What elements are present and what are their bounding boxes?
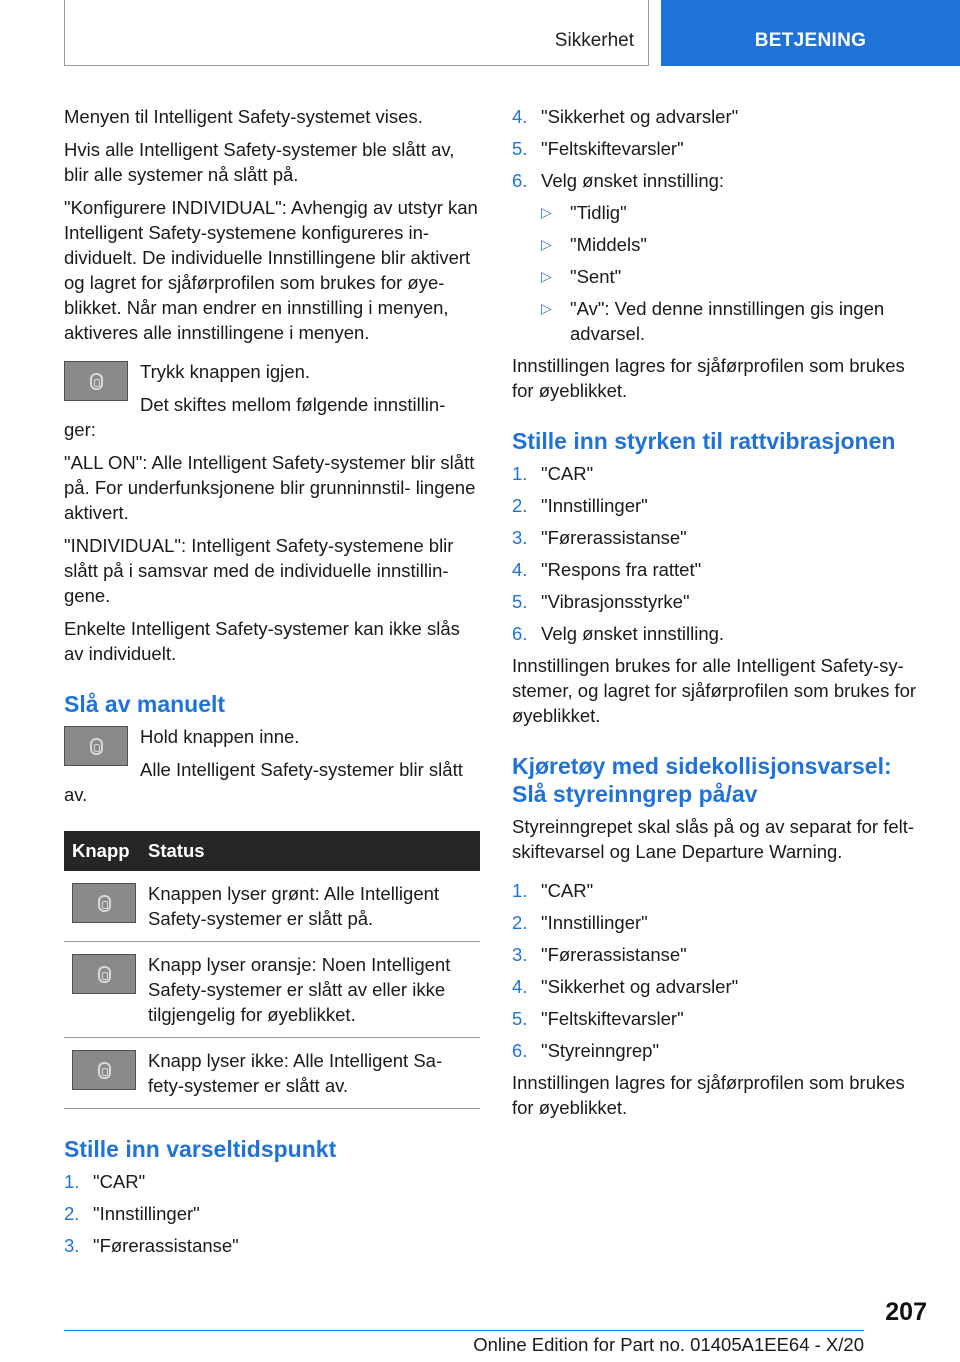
list-item: ▷ "Sent" [541,266,622,287]
paragraph: Hold knappen inne. [140,726,300,747]
safety-button-icon [64,726,128,766]
heading-warning-time: Stille inn varseltidspunkt [64,1136,337,1162]
list-item: 6. Velg ønsket innstilling. [512,623,725,644]
safety-button-icon [72,1050,136,1090]
paragraph: Hvis alle Intelligent Safety-systemer ble slått av, blir alle systemer nå slått på. [64,139,455,185]
paragraph: Styreinngrepet skal slås på og av separat for felt- skiftevarsel og Lane Departure Warning. [512,816,915,862]
list-item: 2. "Innstillinger" [512,912,648,933]
list-item: 1. "CAR" [512,880,594,901]
list-item: ▷ "Middels" [541,234,647,255]
safety-button-icon [64,361,128,401]
list-item: 4. "Sikkerhet og advarsler" [512,106,739,127]
paragraph: Menyen til Intelligent Safety-systemet vises. [64,106,423,127]
table-row [64,871,480,942]
hold-button-block [64,724,482,815]
paragraph: Trykk knappen igjen. [140,361,311,382]
header-section-title: Sikkerhet [554,30,634,51]
status-cell: Knapp lyser ikke: Alle Intelligent Sa- fety-systemer er slått av. [140,1038,480,1109]
left-column [64,104,482,1265]
side-collision-steps [512,878,930,1063]
warning-time-steps-continued [512,104,930,193]
list-item: 3. "Førerassistanse" [512,527,687,548]
right-column [512,104,930,1128]
footer-divider [64,1330,864,1331]
steering-vibration-steps [512,461,930,646]
list-item: ▷ "Av": Ved denne innstillingen gis ingen advarsel. [541,298,885,344]
list-item: 6. Velg ønsket innstilling: [512,170,725,191]
list-item: 3. "Førerassistanse" [512,944,687,965]
list-item: 4. "Sikkerhet og advarsler" [512,976,739,997]
table-row [64,942,480,1038]
safety-button-icon [72,883,136,923]
list-item: 1. "CAR" [512,463,594,484]
status-table [64,831,480,1109]
paragraph: "INDIVIDUAL": Intelligent Safety-systemene blir slått på i samsvar med de individuelle innstillin- gene. [64,535,454,606]
list-item: 6. "Styreinngrep" [512,1040,660,1061]
list-item: 2. "Innstillinger" [64,1203,200,1224]
press-again-block [64,359,482,450]
warning-time-steps [64,1169,482,1258]
heading-steering-vibration: Stille inn styrken til rattvibrasjonen [512,428,896,454]
list-item: 3. "Førerassistanse" [64,1235,239,1256]
status-cell: Knapp lyser oransje: Noen Intelligent Safety-systemer er slått av eller ikke tilgjengelig for øyeblikket. [140,942,480,1038]
page-number: 207 [885,1298,927,1326]
table-header-button: Knapp [64,831,140,871]
paragraph: Innstillingen brukes for alle Intelligent Safety-sy- stemer, og lagret for sjåførprofilen som brukes for øyeblikket. [512,655,917,726]
table-header-status: Status [140,831,480,871]
paragraph: "Konfigurere INDIVIDUAL": Avhengig av utstyr kan Intelligent Safety-systemene konfigureres in- dividuelt. De individuelle Innstillingene blir aktivert og lagret for sjåførprofilen som brukes for øye- blikket. Når man endrer en innstilling i menyen, aktiveres alle innstillingene i menyen. [64,197,478,343]
paragraph: Det skiftes mellom følgende innstillin- ger: [64,394,446,440]
heading-side-collision: Kjøretøy med sidekollisjonsvarsel: Slå styreinngrep på/av [512,753,892,807]
header-section-box [64,0,649,66]
list-item: ▷ "Tidlig" [541,202,627,223]
list-item: 5. "Feltskiftevarsler" [512,1008,684,1029]
status-cell: Knappen lyser grønt: Alle Intelligent Safety-systemer er slått på. [140,871,480,942]
paragraph: "ALL ON": Alle Intelligent Safety-systemer blir slått på. For underfunksjonene blir grunninnstil- lingene aktivert. [64,452,476,523]
list-item: 4. "Respons fra rattet" [512,559,702,580]
paragraph: Innstillingen lagres for sjåførprofilen som brukes for øyeblikket. [512,355,905,401]
header-chapter-title: BETJENING [754,30,867,51]
list-item: 5. "Feltskiftevarsler" [512,138,684,159]
header-chapter-box [661,0,960,66]
list-item: 5. "Vibrasjonsstyrke" [512,591,690,612]
list-item: 2. "Innstillinger" [512,495,648,516]
paragraph: Innstillingen lagres for sjåførprofilen som brukes for øyeblikket. [512,1072,905,1118]
paragraph: Alle Intelligent Safety-systemer blir slått av. [64,759,463,805]
safety-button-icon [72,954,136,994]
table-row [64,1038,480,1109]
warning-time-options [541,200,930,346]
list-item: 1. "CAR" [64,1171,146,1192]
paragraph: Enkelte Intelligent Safety-systemer kan ikke slås av individuelt. [64,618,460,664]
heading-manual-off: Slå av manuelt [64,691,226,717]
footer-edition: Online Edition for Part no. 01405A1EE64 - X/20 [473,1334,864,1355]
